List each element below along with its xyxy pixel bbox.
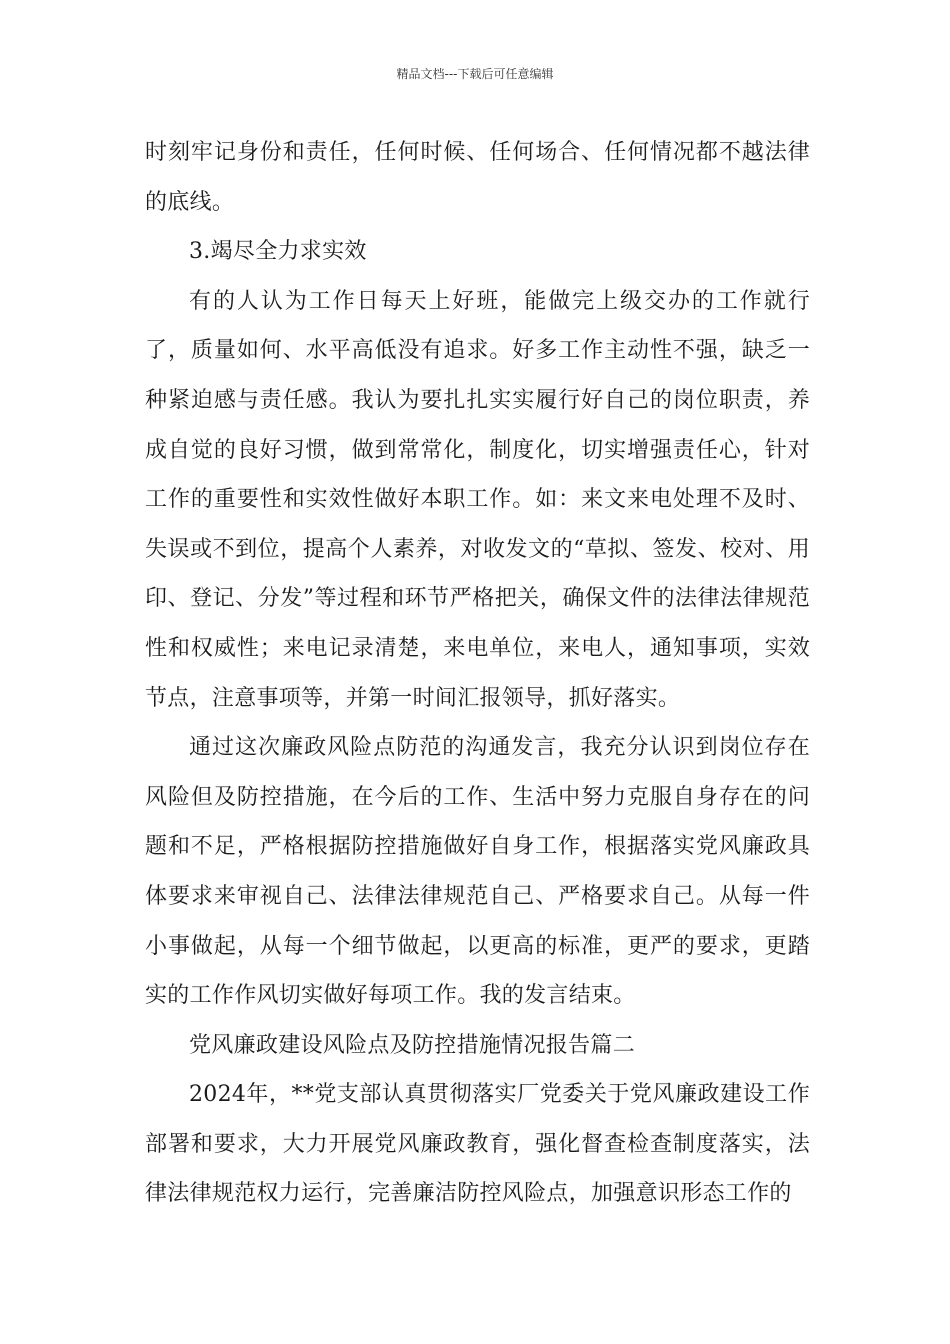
section-heading-3: 3.竭尽全力求实效: [189, 239, 367, 265]
paragraph-conclusion: 通过这次廉政风险点防范的沟通发言，我充分认识到岗位存在风险但及防控措施，在今后的工作、生活中努力克服自身存在的问题和不足，严格根据防控措施做好自身工作，根据落实党风廉政具体要求来审视自己、法律法律规范自己、严格要求自己。从每一件小事做起，从每一个细节做起，以更高的标准，更严的要求，更踏实的工作作风切实做好每项工作。我的发言结束。: [145, 735, 810, 1009]
paragraph-continuation: 时刻牢记身份和责任，任何时候、任何场合、任何情况都不越法律的底线。: [145, 140, 810, 215]
page-header: 精品文档---下载后可任意编辑: [396, 67, 554, 81]
report-title-part-two: 党风廉政建设风险点及防控措施情况报告篇二: [189, 1032, 636, 1058]
document-body: [145, 128, 810, 1219]
paragraph-report-intro: 2024年，**党支部认真贯彻落实厂党委关于党风廉政建设工作部署和要求，大力开展党风廉政教育，强化督查检查制度落实，法律法律规范权力运行，完善廉洁防控风险点，加强意识形态工作的: [145, 1082, 810, 1207]
paragraph-work-attitude: 有的人认为工作日每天上好班，能做完上级交办的工作就行了，质量如何、水平高低没有追求。好多工作主动性不强，缺乏一种紧迫感与责任感。我认为要扎扎实实履行好自己的岗位职责，养成自觉的良好习惯，做到常常化，制度化，切实增强责任心，针对工作的重要性和实效性做好本职工作。如：来文来电处理不及时、失误或不到位，提高个人素养，对收发文的“草拟、签发、校对、用印、登记、分发”等过程和环节严格把关，确保文件的法律法律规范性和权威性；来电记录清楚，来电单位，来电人，通知事项，实效节点，注意事项等，并第一时间汇报领导，抓好落实。: [145, 288, 810, 711]
